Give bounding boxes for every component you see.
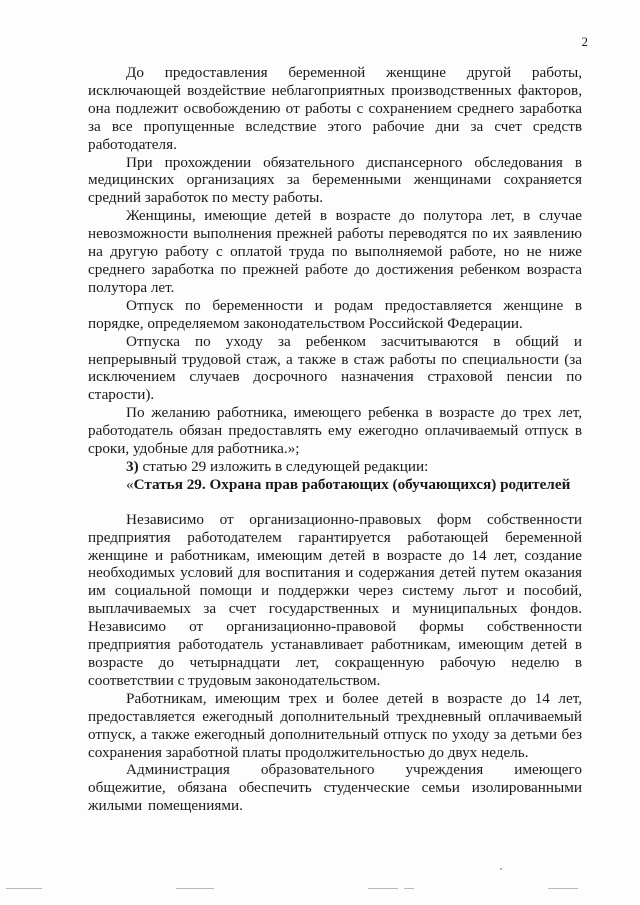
- page-number: 2: [581, 34, 588, 49]
- paragraph-employer-guarantees: Независимо от организационно-правовых форм собственности предприятия работодателем гарантируется работающей беременной женщине и работникам, имеющим детей в возрасте до 14 лет, создание необходимых условий для воспитания и содержания детей путем оказания им социальной помощи и поддержки через систему льгот и пособий, выплачиваемых за счет государственных и муниципальных фондов. Независимо от организационно-правовой формы собственности предприятия работодатель устанавливает работникам, имеющим детей в возрасте до четырнадцати лет, сокращенную рабочую неделю в соответствии с трудовым законодательством.: [88, 510, 582, 689]
- heading-open-quote: «: [126, 475, 134, 493]
- instruction-text: статью 29 изложить в следующей редакции:: [138, 457, 429, 475]
- amendment-instruction: [88, 458, 582, 476]
- heading-title: Статья 29. Охрана прав работающих (обучающихся) родителей: [133, 475, 571, 493]
- document-body: [88, 64, 582, 815]
- paragraph-childcare-leave-seniority: Отпуска по уходу за ребенком засчитываются в общий и непрерывный трудовой стаж, а также в стаж работы по специальности (за исключением случаев досрочного назначения страховой пенсии по старости).: [88, 332, 582, 404]
- article-29-heading: [88, 476, 582, 494]
- paragraph-maternity-leave: Отпуск по беременности и родам предоставляется женщине в порядке, определяемом законодательством Российской Федерации.: [88, 296, 582, 332]
- instruction-number: 3): [126, 457, 139, 475]
- paragraph-annual-leave-timing: По желанию работника, имеющего ребенка в возрасте до трех лет, работодатель обязан предоставлять ему ежегодно оплачиваемый отпуск в сроки, удобные для работника.»;: [88, 404, 582, 458]
- scan-speck: [500, 868, 502, 870]
- paragraph-additional-leave: Работникам, имеющим трех и более детей в возрасте до 14 лет, предоставляется ежегодный дополнительный трехдневный оплачиваемый отпуск, а также ежегодный дополнительный отпуск по уходу за детьми без сохранения заработной платы продолжительностью до двух недель.: [88, 689, 582, 761]
- paragraph-pregnant-transfer: До предоставления беременной женщине другой работы, исключающей воздействие неблагоприятных производственных факторов, она подлежит освобождению от работы с сохранением среднего заработка за все пропущенные вследствие этого рабочие дни за счет средств работодателя.: [88, 64, 582, 153]
- paragraph-children-under-1-5: Женщины, имеющие детей в возрасте до полутора лет, в случае невозможности выполнения прежней работы переводятся по их заявлению на другую работу с оплатой труда по выполняемой работе, но не ниже среднего заработка по прежней работе до достижения ребенком возраста полутора лет.: [88, 207, 582, 296]
- scan-artifacts-bottom: [0, 888, 640, 898]
- paragraph-student-housing: Администрация образовательного учреждения имеющего общежитие, обязана обеспечить студенческие семьи изолированными жилыми помещениями.: [88, 761, 582, 815]
- paragraph-medical-examination: При прохождении обязательного диспансерного обследования в медицинских организациях за беременными женщинами сохраняется средний заработок по месту работы.: [88, 153, 582, 207]
